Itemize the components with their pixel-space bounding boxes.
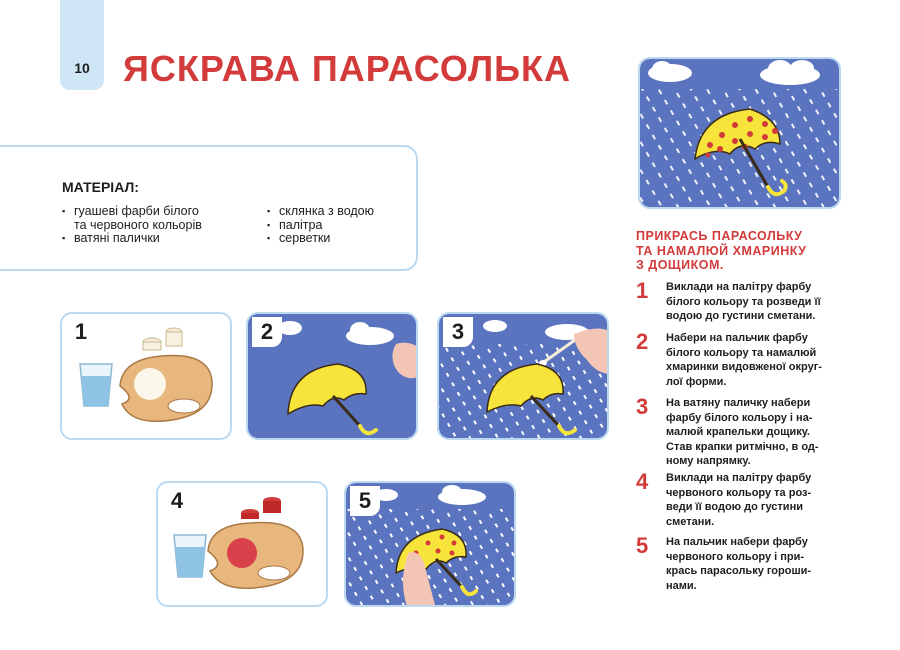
page-title: ЯСКРАВА ПАРАСОЛЬКА [123, 48, 572, 89]
instruction-line: білого кольору та розведи її [666, 295, 821, 308]
materials-list-2 [267, 205, 417, 246]
instruction-line: малюй крапельки дощику. [666, 426, 810, 438]
instruction-number: 4 [636, 469, 649, 494]
water-glass-icon [174, 535, 206, 577]
material-item: ▪ серветки [267, 232, 417, 246]
instruction-text [666, 471, 846, 529]
step-4-image [156, 481, 328, 607]
instruction-line: ному напрямку. [666, 455, 751, 467]
instruction-line: веди її водою до густини [666, 501, 803, 513]
step-1-image [60, 312, 232, 440]
paint-jar-icon [241, 497, 281, 519]
instruction-line: На ватяну паличку набери [666, 397, 811, 409]
palette-icon [120, 356, 212, 422]
material-item: ▪ склянка з водою [267, 205, 417, 219]
instruction-text [666, 535, 846, 593]
instruction-text [666, 396, 846, 469]
instruction-line: сметани. [666, 515, 715, 528]
page-number: 10 [74, 60, 90, 76]
instruction-number: 3 [636, 394, 649, 419]
instruction-number: 1 [636, 278, 649, 303]
step-2-image [246, 312, 418, 440]
materials-box [0, 145, 418, 271]
instruction-line: лої форми. [666, 375, 727, 388]
step-5-image [344, 481, 516, 607]
instruction-line: червоного кольору і при- [666, 550, 805, 563]
instruction-line: Набери на пальчик фарбу [666, 332, 808, 344]
page-tab [60, 0, 104, 90]
instruction-text [666, 331, 846, 389]
task-heading-line: ТА НАМАЛЮЙ ХМАРИНКУ [636, 243, 807, 258]
instruction-line: білого кольору та намалюй [666, 346, 817, 359]
material-item: ▪ ватяні палички [62, 232, 252, 246]
materials-list-1 [62, 205, 252, 246]
instruction-line: крась парасольку гороши- [666, 565, 812, 577]
instruction-text [666, 280, 846, 324]
palette-icon [208, 523, 303, 589]
paint-jar-icon [143, 328, 182, 350]
instruction-number: 5 [636, 533, 649, 558]
instruction-line: На пальчик набери фарбу [666, 536, 808, 548]
material-item: ▪ гуашеві фарби білого [62, 205, 252, 219]
instruction-line: Виклади на палітру фарбу [666, 281, 812, 293]
instruction-line: хмаринки видовженої округ- [666, 361, 822, 373]
instruction-line: Став крапки ритмічно, в од- [666, 440, 819, 453]
step-number: 5 [350, 486, 380, 516]
step-number: 3 [443, 317, 473, 347]
task-heading-line: З ДОЩИКОМ. [636, 258, 724, 272]
step-number: 2 [252, 317, 282, 347]
instruction-line: водою до густини сметани. [666, 310, 816, 322]
step-number: 1 [66, 317, 96, 347]
instruction-line: Виклади на палітру фарбу [666, 472, 812, 484]
instruction-line: червоного кольору та роз- [666, 486, 812, 499]
instruction-number: 2 [636, 329, 649, 354]
step-number: 4 [162, 486, 192, 516]
water-glass-icon [80, 364, 112, 406]
materials-heading: МАТЕРІАЛ: [62, 179, 139, 195]
result-illustration [638, 57, 841, 209]
task-heading [636, 229, 846, 273]
instruction-line: нами. [666, 579, 697, 592]
task-heading-line: ПРИКРАСЬ ПАРАСОЛЬКУ [636, 229, 803, 243]
instruction-line: фарбу білого кольору і на- [666, 411, 813, 424]
material-item: ▪ палітра [267, 219, 417, 233]
material-item-continued: та червоного кольорів [74, 217, 202, 232]
step-3-image [437, 312, 609, 440]
